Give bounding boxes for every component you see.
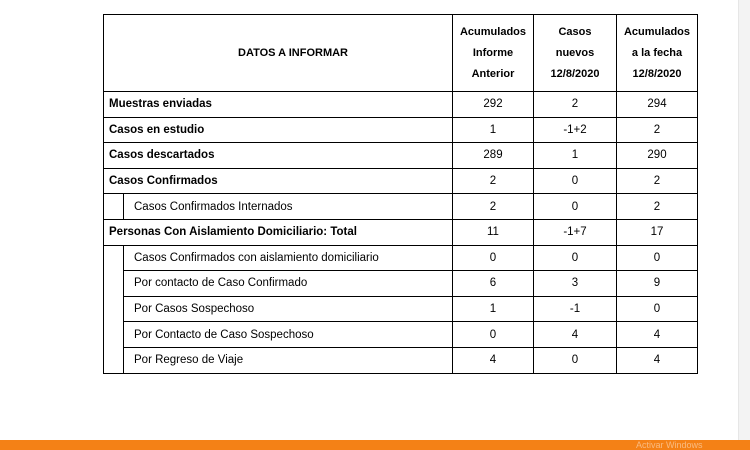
cell-accumulated-previous: 1 <box>453 296 534 322</box>
table-row <box>104 271 698 297</box>
cell-accumulated-to-date: 9 <box>617 271 698 297</box>
cell-accumulated-previous: 6 <box>453 271 534 297</box>
table-row <box>104 143 698 169</box>
header-text: Informe <box>472 46 514 59</box>
header-label: DATOS A INFORMAR <box>104 15 453 92</box>
cell-new-cases: 0 <box>534 168 617 194</box>
header-text: Acumulados <box>459 25 526 38</box>
cell-accumulated-previous: 11 <box>453 219 534 245</box>
row-label: Casos en estudio <box>104 117 453 143</box>
header-text: a la fecha <box>631 46 683 59</box>
header-accumulated-previous <box>453 15 534 92</box>
cell-accumulated-to-date: 2 <box>617 168 698 194</box>
cell-new-cases: 4 <box>534 322 617 348</box>
table-row <box>104 245 698 271</box>
cell-new-cases: 1 <box>534 143 617 169</box>
header-text: Acumulados <box>623 25 690 38</box>
scrollbar-track[interactable] <box>738 0 750 440</box>
header-text: nuevos <box>555 46 595 59</box>
header-text: 12/8/2020 <box>550 67 600 80</box>
cell-accumulated-previous: 4 <box>453 347 534 373</box>
indent-cell <box>104 347 124 373</box>
table-row <box>104 168 698 194</box>
row-label: Casos Confirmados <box>104 168 453 194</box>
cell-new-cases: 0 <box>534 245 617 271</box>
cell-new-cases: 0 <box>534 194 617 220</box>
table-row <box>104 347 698 373</box>
table-row <box>104 296 698 322</box>
row-label: Casos Confirmados con aislamiento domiciliario <box>124 245 453 271</box>
cell-accumulated-previous: 1 <box>453 117 534 143</box>
indent-cell <box>104 245 124 271</box>
activation-watermark: Activar Windows <box>636 440 703 450</box>
row-label: Por Contacto de Caso Sospechoso <box>124 322 453 348</box>
cell-accumulated-previous: 2 <box>453 194 534 220</box>
cell-new-cases: 0 <box>534 347 617 373</box>
cell-new-cases: -1+7 <box>534 219 617 245</box>
header-accumulated-to-date <box>617 15 698 92</box>
header-new-cases <box>534 15 617 92</box>
indent-cell <box>104 322 124 348</box>
cell-accumulated-to-date: 290 <box>617 143 698 169</box>
cell-accumulated-to-date: 0 <box>617 296 698 322</box>
cell-accumulated-to-date: 17 <box>617 219 698 245</box>
row-label: Casos Confirmados Internados <box>124 194 453 220</box>
table-row <box>104 92 698 118</box>
cell-new-cases: 2 <box>534 92 617 118</box>
table-row <box>104 219 698 245</box>
cell-accumulated-to-date: 0 <box>617 245 698 271</box>
cell-accumulated-previous: 292 <box>453 92 534 118</box>
cell-new-cases: -1+2 <box>534 117 617 143</box>
row-label: Casos descartados <box>104 143 453 169</box>
cell-accumulated-previous: 2 <box>453 168 534 194</box>
cell-accumulated-previous: 289 <box>453 143 534 169</box>
cell-accumulated-to-date: 2 <box>617 117 698 143</box>
row-label: Muestras enviadas <box>104 92 453 118</box>
data-table <box>103 14 698 374</box>
row-label: Por Casos Sospechoso <box>124 296 453 322</box>
cell-accumulated-to-date: 4 <box>617 347 698 373</box>
header-text: Anterior <box>471 67 515 80</box>
table-row <box>104 194 698 220</box>
row-label: Personas Con Aislamiento Domiciliario: Total <box>104 219 453 245</box>
row-label: Por Regreso de Viaje <box>124 347 453 373</box>
cell-new-cases: -1 <box>534 296 617 322</box>
cell-new-cases: 3 <box>534 271 617 297</box>
indent-cell <box>104 194 124 220</box>
table-row <box>104 322 698 348</box>
cell-accumulated-previous: 0 <box>453 322 534 348</box>
table-row <box>104 117 698 143</box>
row-label: Por contacto de Caso Confirmado <box>124 271 453 297</box>
table-header-row <box>104 15 698 92</box>
cell-accumulated-to-date: 2 <box>617 194 698 220</box>
header-text: 12/8/2020 <box>632 67 682 80</box>
cell-accumulated-to-date: 294 <box>617 92 698 118</box>
indent-cell <box>104 296 124 322</box>
cell-accumulated-to-date: 4 <box>617 322 698 348</box>
indent-cell <box>104 271 124 297</box>
header-text: Casos <box>558 25 592 38</box>
cell-accumulated-previous: 0 <box>453 245 534 271</box>
